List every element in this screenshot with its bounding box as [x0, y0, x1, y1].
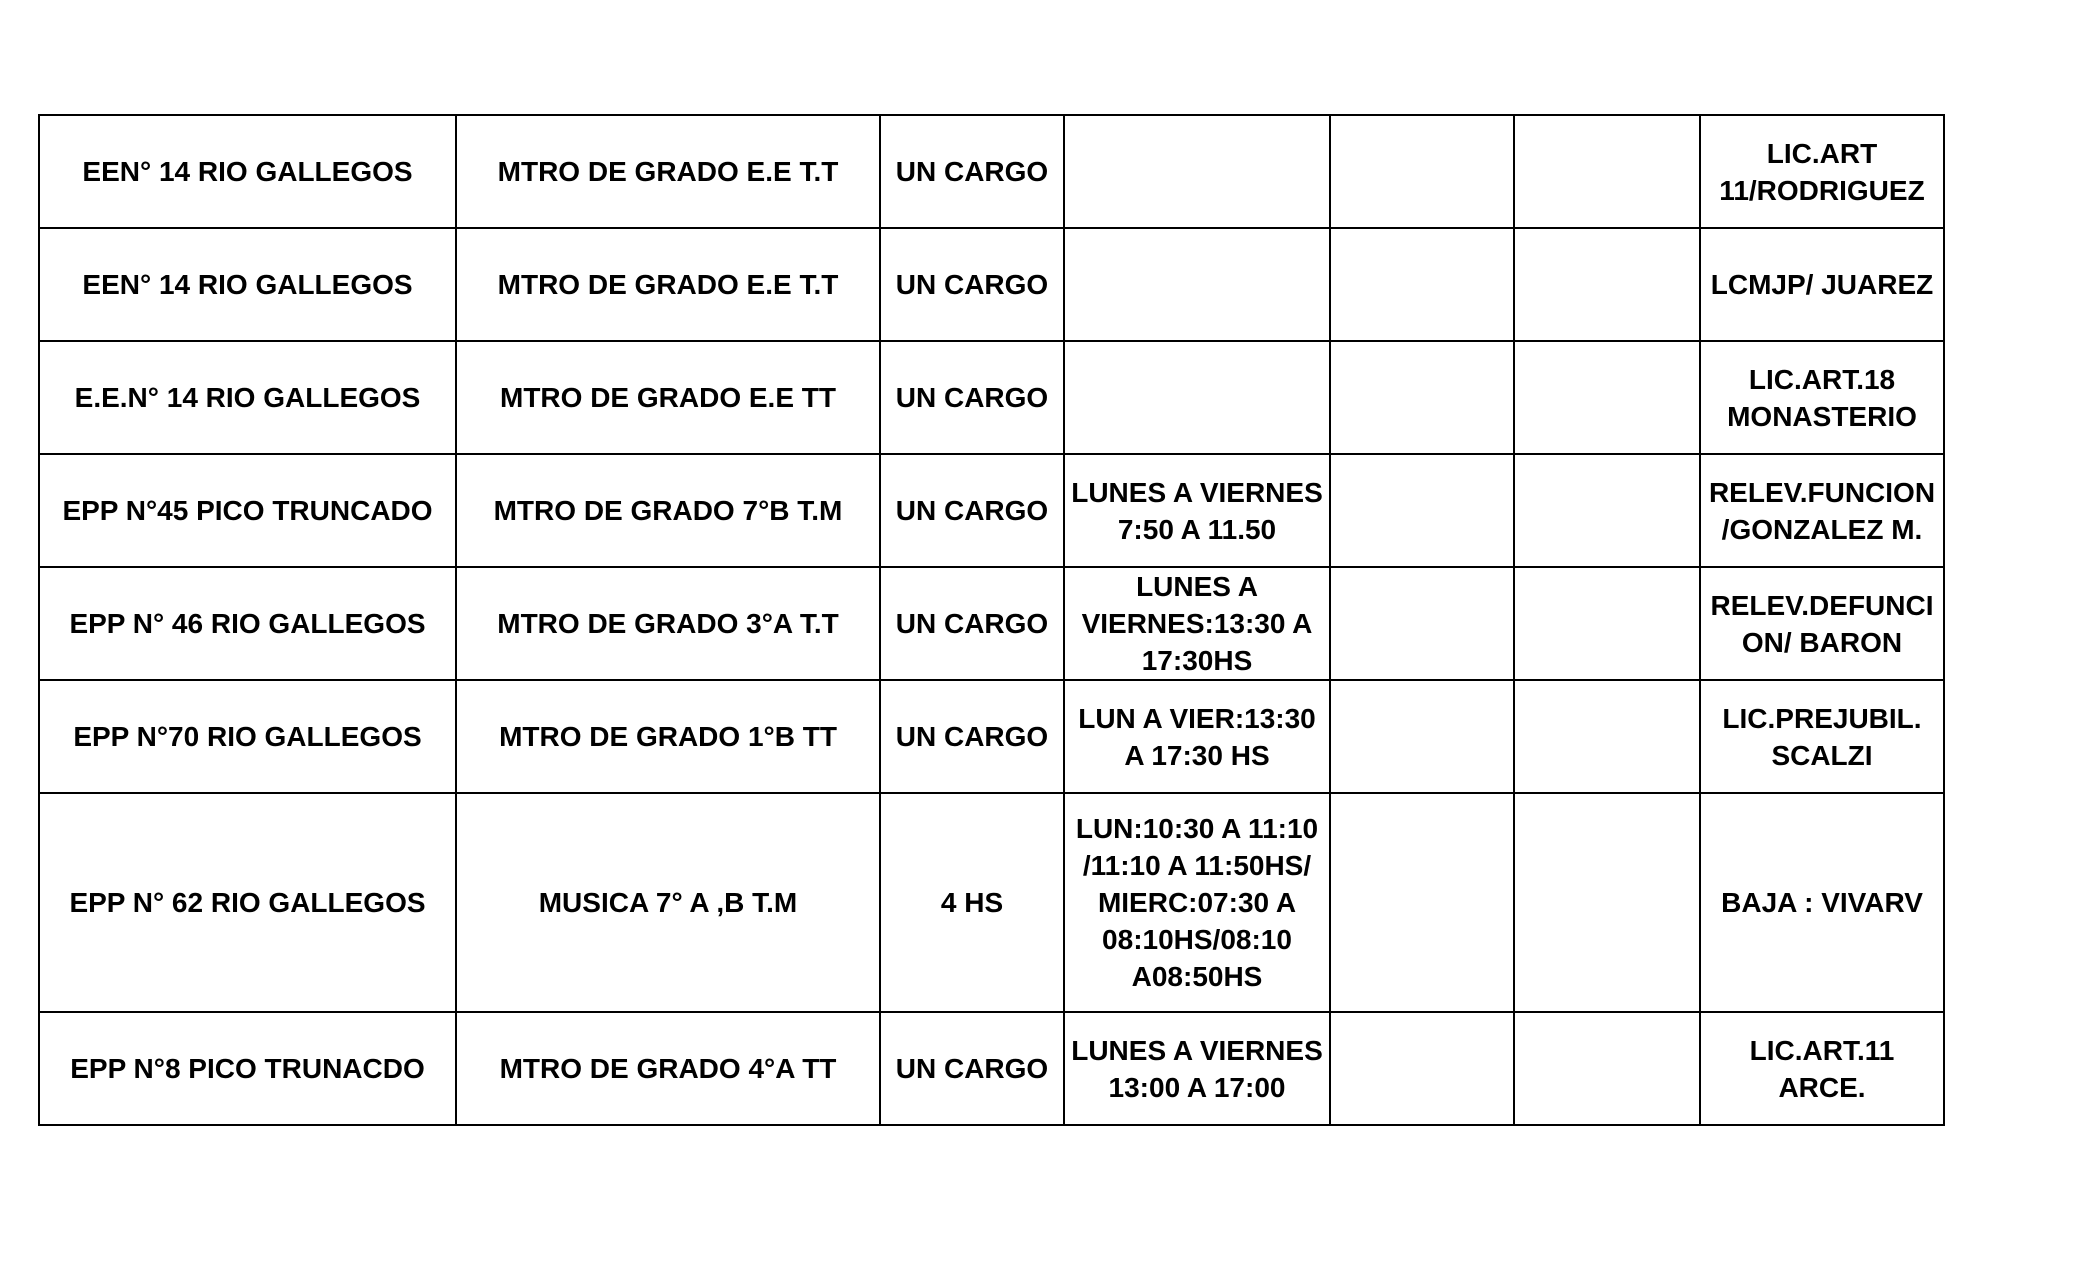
quantity-cell: UN CARGO [880, 454, 1064, 567]
blank-cell [1330, 341, 1514, 454]
school-cell: EPP N° 62 RIO GALLEGOS [39, 793, 456, 1012]
blank-cell [1330, 228, 1514, 341]
school-cell: E.E.N° 14 RIO GALLEGOS [39, 341, 456, 454]
schedule-cell: LUN A VIER:13:30 A 17:30 HS [1064, 680, 1330, 793]
blank-cell [1330, 1012, 1514, 1125]
schedule-cell: LUNES A VIERNES:13:30 A 17:30HS [1064, 567, 1330, 680]
school-cell: EEN° 14 RIO GALLEGOS [39, 115, 456, 228]
schedule-cell [1064, 228, 1330, 341]
blank-cell [1514, 1012, 1700, 1125]
blank-cell [1330, 567, 1514, 680]
blank-cell [1514, 228, 1700, 341]
blank-cell [1514, 680, 1700, 793]
blank-cell [1330, 680, 1514, 793]
blank-cell [1514, 454, 1700, 567]
school-cell: EEN° 14 RIO GALLEGOS [39, 228, 456, 341]
schedule-cell [1064, 341, 1330, 454]
reason-cell: LCMJP/ JUAREZ [1700, 228, 1944, 341]
blank-cell [1330, 793, 1514, 1012]
quantity-cell: 4 HS [880, 793, 1064, 1012]
position-cell: MTRO DE GRADO E.E T.T [456, 115, 880, 228]
reason-cell: BAJA : VIVARV [1700, 793, 1944, 1012]
table-row [39, 680, 1944, 793]
blank-cell [1514, 567, 1700, 680]
position-cell: MTRO DE GRADO 4°A TT [456, 1012, 880, 1125]
school-cell: EPP N°70 RIO GALLEGOS [39, 680, 456, 793]
position-cell: MUSICA 7° A ,B T.M [456, 793, 880, 1012]
reason-cell: LIC.ART.11 ARCE. [1700, 1012, 1944, 1125]
quantity-cell: UN CARGO [880, 115, 1064, 228]
table-row [39, 115, 1944, 228]
table-body [39, 115, 1944, 1125]
schedule-cell: LUNES A VIERNES 7:50 A 11.50 [1064, 454, 1330, 567]
reason-cell: RELEV.DEFUNCION/ BARON [1700, 567, 1944, 680]
reason-cell: RELEV.FUNCION/GONZALEZ M. [1700, 454, 1944, 567]
blank-cell [1514, 115, 1700, 228]
reason-cell: LIC.PREJUBIL. SCALZI [1700, 680, 1944, 793]
table-row [39, 228, 1944, 341]
table-row [39, 793, 1944, 1012]
quantity-cell: UN CARGO [880, 567, 1064, 680]
blank-cell [1330, 454, 1514, 567]
school-cell: EPP N°8 PICO TRUNACDO [39, 1012, 456, 1125]
quantity-cell: UN CARGO [880, 228, 1064, 341]
position-cell: MTRO DE GRADO E.E T.T [456, 228, 880, 341]
reason-cell: LIC.ART.18 MONASTERIO [1700, 341, 1944, 454]
vacancy-table [38, 114, 1945, 1126]
quantity-cell: UN CARGO [880, 680, 1064, 793]
position-cell: MTRO DE GRADO 3°A T.T [456, 567, 880, 680]
blank-cell [1514, 793, 1700, 1012]
position-cell: MTRO DE GRADO E.E TT [456, 341, 880, 454]
table-row [39, 567, 1944, 680]
blank-cell [1330, 115, 1514, 228]
schedule-cell: LUNES A VIERNES 13:00 A 17:00 [1064, 1012, 1330, 1125]
schedule-cell [1064, 115, 1330, 228]
position-cell: MTRO DE GRADO 7°B T.M [456, 454, 880, 567]
quantity-cell: UN CARGO [880, 341, 1064, 454]
schedule-cell: LUN:10:30 A 11:10 /11:10 A 11:50HS/ MIERC:07:30 A 08:10HS/08:10 A08:50HS [1064, 793, 1330, 1012]
table-row [39, 1012, 1944, 1125]
school-cell: EPP N° 46 RIO GALLEGOS [39, 567, 456, 680]
blank-cell [1514, 341, 1700, 454]
quantity-cell: UN CARGO [880, 1012, 1064, 1125]
school-cell: EPP N°45 PICO TRUNCADO [39, 454, 456, 567]
table-row [39, 341, 1944, 454]
table-row [39, 454, 1944, 567]
reason-cell: LIC.ART 11/RODRIGUEZ [1700, 115, 1944, 228]
position-cell: MTRO DE GRADO 1°B TT [456, 680, 880, 793]
